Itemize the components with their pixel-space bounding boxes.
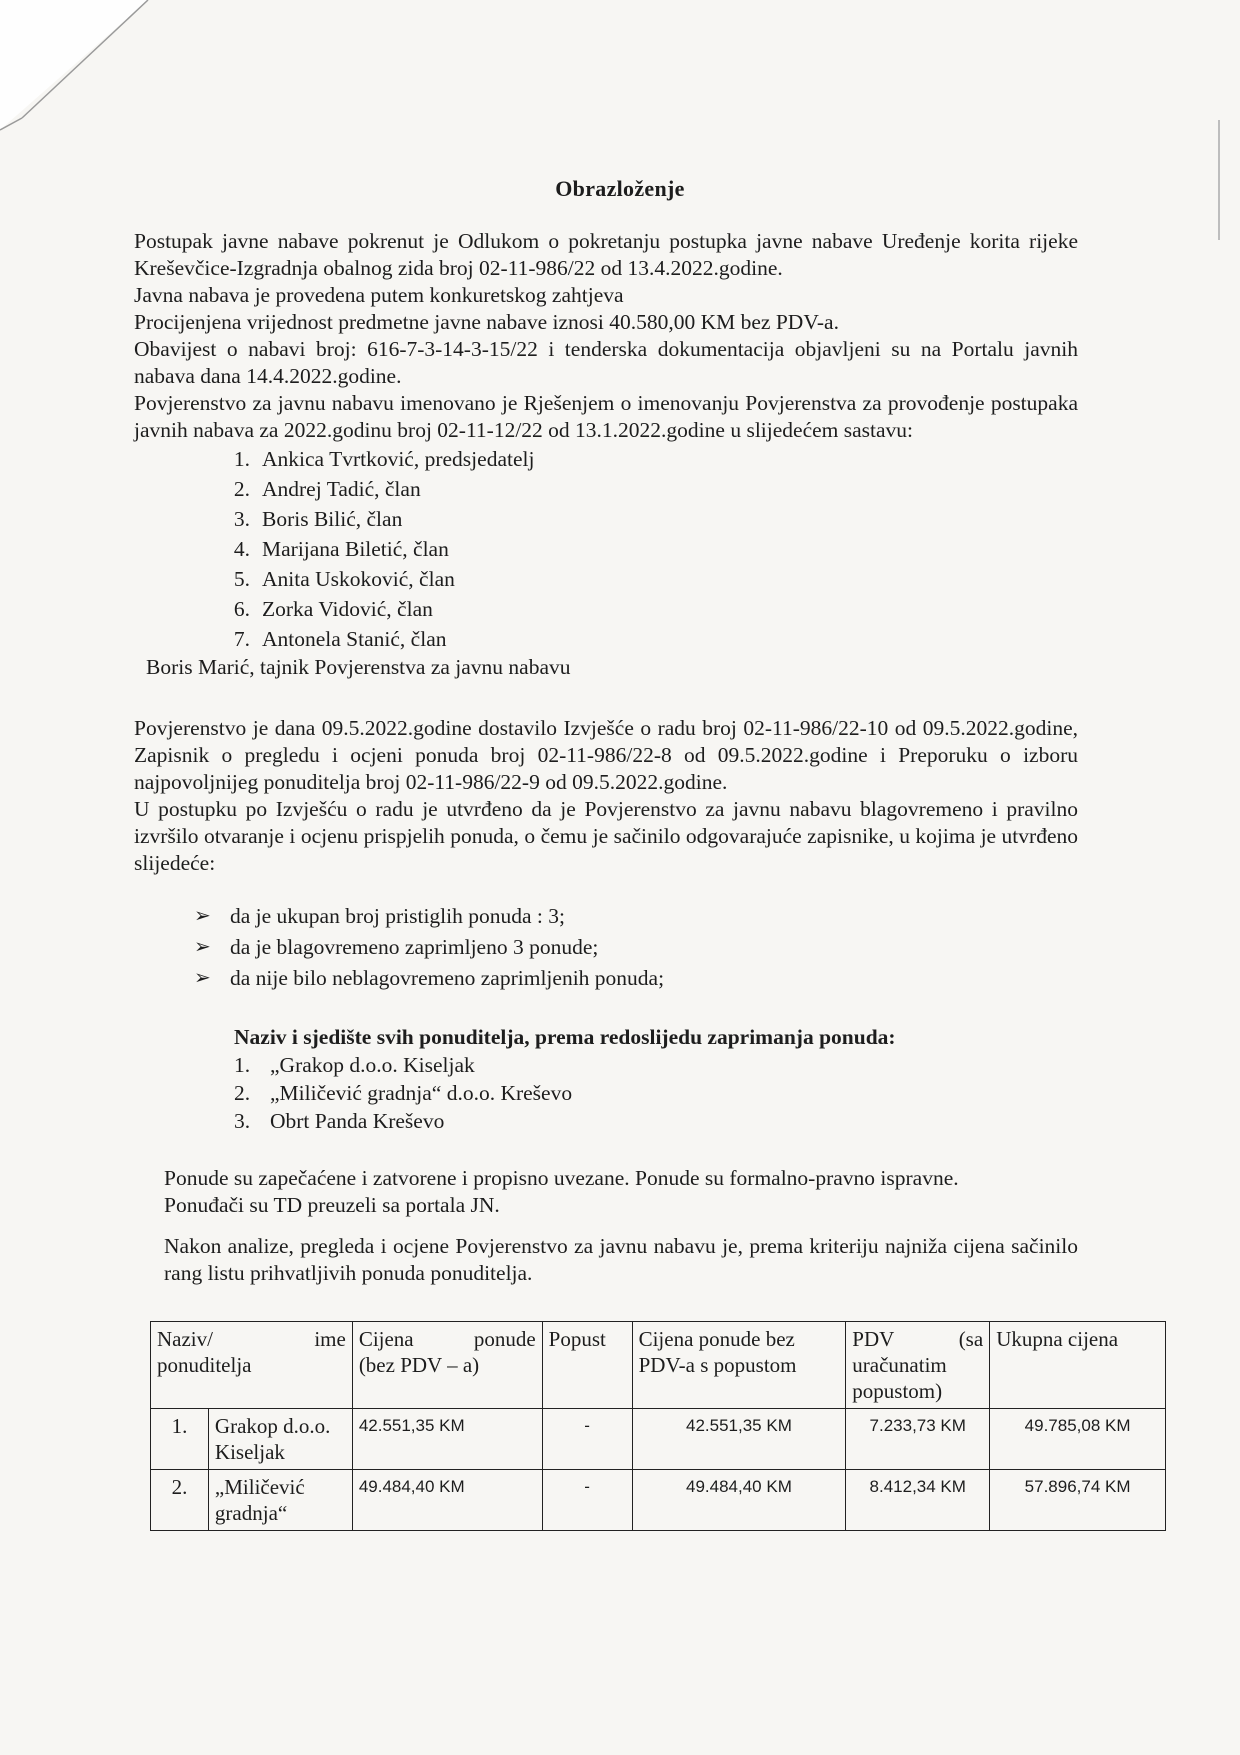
total-price: 57.896,74 KM — [990, 1470, 1166, 1531]
list-item: 3. Obrt Panda Kreševo — [234, 1109, 445, 1133]
arrow-bullet-icon: ➢ — [194, 905, 211, 927]
list-item: 3. Boris Bilić, član — [233, 507, 403, 531]
list-item: 6. Zorka Vidović, član — [233, 597, 433, 621]
offers-paragraph: Ponuđači su TD preuzeli sa portala JN. — [164, 1193, 500, 1217]
bidder-name: „Miličević gradnja“ — [208, 1470, 352, 1531]
list-item: 1. „Grakop d.o.o. Kiseljak — [234, 1053, 475, 1077]
committee-members-list — [134, 444, 1078, 654]
table-header-row — [151, 1322, 1166, 1409]
offers-paragraph: Ponude su zapečaćene i zatvorene i propisno uvezane. Ponude su formalno-pravno ispravne. — [164, 1166, 959, 1190]
offer-price: 49.484,40 KM — [352, 1470, 542, 1531]
table-row — [151, 1470, 1166, 1531]
discount-value: - — [542, 1470, 632, 1531]
list-item: ➢ da je ukupan broj pristiglih ponuda : 3; — [194, 901, 1078, 932]
vat-value: 7.233,73 KM — [846, 1409, 990, 1470]
intro-paragraph: Obavijest o nabavi broj: 616-7-3-14-3-15/22 i tenderska dokumentacija objavljeni su na Portalu javnih nabava dana 14.4.2022.godine. — [134, 337, 1078, 388]
row-number: 1. — [151, 1409, 209, 1470]
findings-list — [134, 901, 1078, 994]
row-number: 2. — [151, 1470, 209, 1531]
list-item: 7. Antonela Stanić, član — [233, 627, 447, 651]
intro-paragraph: Javna nabava je provedena putem konkuretskog zahtjeva — [134, 283, 624, 307]
folded-corner-mark — [0, 0, 160, 160]
document-body — [134, 228, 1131, 1531]
intro-paragraph: Procijenjena vrijednost predmetne javne nabave iznosi 40.580,00 KM bez PDV-a. — [134, 310, 839, 334]
intro-paragraph: Povjerenstvo za javnu nabavu imenovano je Rješenjem o imenovanju Povjerenstva za provođenje postupaka javnih nabava za 2022.godinu broj 02-11-12/22 od 13.1.2022.godine u slijedećem sastavu: — [134, 391, 1078, 442]
header-vat: PDV (sa uračunatim popustom) — [846, 1322, 990, 1409]
bidder-name: Grakop d.o.o. Kiseljak — [208, 1409, 352, 1470]
ranking-paragraph: Nakon analize, pregleda i ocjene Povjerenstvo za javnu nabavu je, prema kriteriju najniža cijena sačinilo rang listu prihvatljivih ponuda ponuditelja. — [164, 1234, 1078, 1285]
header-discount: Popust — [542, 1322, 632, 1409]
header-price: Cijena ponude (bez PDV – a) — [352, 1322, 542, 1409]
table-row — [151, 1409, 1166, 1470]
findings-intro: U postupku po Izvješću o radu je utvrđeno da je Povjerenstvo za javnu nabavu blagovremeno i pravilno izvršilo otvaranje i ocjenu prispjelih ponuda, o čemu je sačinilo odgovarajuće zapisnike, u kojima je utvrđeno slijedeće: — [134, 797, 1078, 875]
list-item: 2. „Miličević gradnja“ d.o.o. Kreševo — [234, 1081, 573, 1105]
page-title: Obrazloženje — [555, 176, 685, 201]
bidders-list — [134, 1051, 1078, 1135]
arrow-bullet-icon: ➢ — [194, 936, 211, 958]
arrow-bullet-icon: ➢ — [194, 967, 211, 989]
report-paragraph: Povjerenstvo je dana 09.5.2022.godine dostavilo Izvješće o radu broj 02-11-986/22-10 od 09.5.2022.godine, Zapisnik o pregledu i ocjeni ponuda broj 02-11-986/22-8 od 09.5.2022.godine i Preporuku o izboru najpovoljnijeg ponuditelja broj 02-11-986/22-9 od 09.5.2022.godine. — [134, 716, 1078, 794]
offer-price: 42.551,35 KM — [352, 1409, 542, 1470]
ranking-table-wrapper — [150, 1321, 1131, 1531]
secretary-line: Boris Marić, tajnik Povjerenstva za javnu nabavu — [146, 655, 571, 679]
ranking-table — [150, 1321, 1166, 1531]
discount-value: - — [542, 1409, 632, 1470]
vat-value: 8.412,34 KM — [846, 1470, 990, 1531]
header-total: Ukupna cijena — [990, 1322, 1166, 1409]
bidders-heading: Naziv i sjedište svih ponuditelja, prema redoslijedu zaprimanja ponuda: — [234, 1025, 896, 1049]
list-item: 2. Andrej Tadić, član — [233, 477, 421, 501]
header-name: Naziv/ ime ponuditelja — [151, 1322, 353, 1409]
list-item: ➢ da nije bilo neblagovremeno zaprimljenih ponuda; — [194, 963, 1078, 994]
list-item: ➢ da je blagovremeno zaprimljeno 3 ponude; — [194, 932, 1078, 963]
price-with-discount: 42.551,35 KM — [632, 1409, 846, 1470]
list-item: 1. Ankica Tvrtković, predsjedatelj — [233, 447, 535, 471]
total-price: 49.785,08 KM — [990, 1409, 1166, 1470]
intro-paragraph: Postupak javne nabave pokrenut je Odlukom o pokretanju postupka javne nabave Uređenje korita rijeke Kreševčice-Izgradnja obalnog zida broj 02-11-986/22 od 13.4.2022.godine. — [134, 229, 1078, 280]
list-item: 5. Anita Uskoković, član — [233, 567, 455, 591]
list-item: 4. Marijana Biletić, član — [233, 537, 449, 561]
price-with-discount: 49.484,40 KM — [632, 1470, 846, 1531]
header-price-with-discount: Cijena ponude bez PDV-a s popustom — [632, 1322, 846, 1409]
